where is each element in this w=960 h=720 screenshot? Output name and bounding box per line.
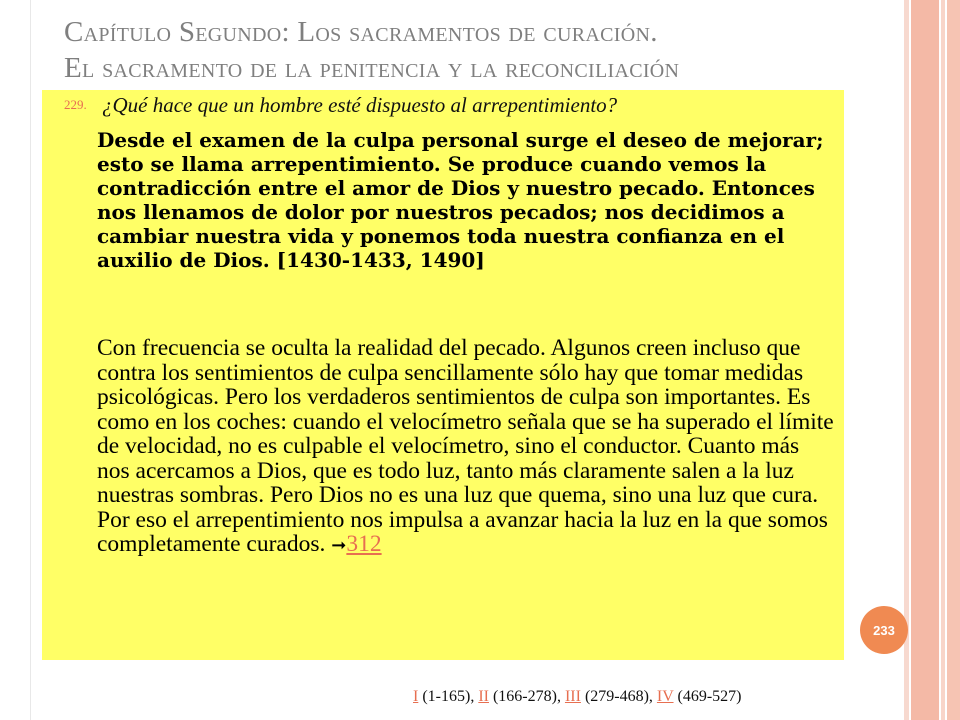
footer-link-part-1[interactable]: I [413, 688, 419, 705]
page-number-badge: 233 [860, 606, 908, 654]
footer-link-part-2[interactable]: II [478, 688, 489, 705]
question-number: 229. [64, 97, 87, 112]
footer-range: (279-468), [584, 688, 653, 705]
footer-link-part-3[interactable]: III [564, 688, 581, 705]
comment-text: Con frecuencia se oculta la realidad del pecado. Algunos creen incluso que contra los sentimientos de culpa sencillamente sólo hay que tomar medidas psicológicas. Pero los verdaderos sentimientos de culpa son importantes. Es como en los coches: cuando el velocímetro señala que se ha superado el límite de velocidad, no es culpable el velocímetro, sino el conductor. Cuanto más nos acercamos a Dios, que es todo luz, tanto más claramente salen a la luz nuestras sombras. Pero Dios no es una luz que quema, sino una luz que cura. Por eso el arrepentimiento nos impulsa a avanzar hacia la luz en la que somos completamente curados. [97, 335, 834, 557]
stripe [947, 0, 960, 720]
comment-paragraph [97, 336, 837, 558]
footer-navigation [413, 686, 742, 708]
stripe [911, 0, 939, 720]
footer-link-part-4[interactable]: IV [656, 688, 674, 705]
question-text: ¿Qué hace que un hombre esté dispuesto al arrepentimiento? [102, 93, 618, 117]
margin-line [30, 0, 31, 720]
title-line-1: Capítulo Segundo: Los sacramentos de curación. [64, 16, 658, 48]
footer-range: (469-527) [677, 688, 742, 705]
content-panel [42, 90, 844, 660]
footer-range: (166-278), [492, 688, 561, 705]
footer-range: (1-165), [422, 688, 475, 705]
slide-title [64, 14, 864, 86]
stripe [904, 0, 909, 720]
stripe [941, 0, 945, 720]
answer-text: Desde el examen de la culpa personal surge el deseo de mejorar; esto se llama arrepentimiento. Se produce cuando vemos la contradicción entre el amor de Dios y nuestro pecado. Entonces nos llenamos de dolor por nuestros pecados; nos decidimos a cambiar nuestra vida y ponemos toda nuestra confianza en el auxilio de Dios. [1430-1433, 1490] [97, 128, 824, 272]
decorative-stripes [904, 0, 960, 720]
title-line-2: El sacramento de la penitencia y la reconciliación [64, 52, 680, 84]
reference-link[interactable]: 312 [346, 531, 382, 557]
arrow-right-icon: ➞ [331, 535, 347, 555]
